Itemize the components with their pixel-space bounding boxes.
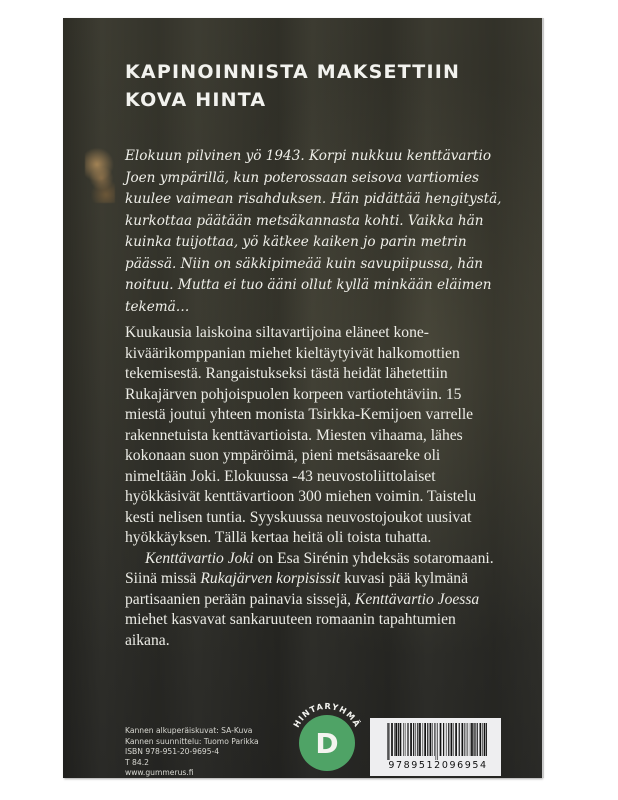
book-title-ref: Kenttävartio Joki — [145, 549, 254, 567]
intro-excerpt: Elokuun pilvinen yö 1943. Korpi nukkuu kenttävartio Joen ympärillä, kun poterossaan seisova vartiomies kuulee vaimean risahduksen. Hän pidättää hengitystä, kurkottaa päätään metsäkannasta kohti. Vaikka hän kuinka tuijottaa, yö kätkee kaiken jo parin metrin päässä. Niin on säkkipimeää kuin savupiipussa, hän noituu. Mutta ei tuo ääni ollut kyllä minkään eläimen tekemä… — [125, 148, 502, 315]
book-title-ref: Rukajärven korpisissit — [200, 570, 341, 587]
classification-code: T 84.2 — [125, 757, 149, 767]
isbn-text: ISBN 978-951-20-9695-4 — [125, 747, 220, 757]
book-back-cover — [63, 18, 542, 778]
headline-line-1: KAPINOINNISTA MAKSETTIIN — [125, 61, 461, 83]
blurb-body — [125, 323, 497, 651]
publisher-website: www.gummerus.fi — [125, 768, 194, 778]
publication-credits — [125, 726, 295, 779]
barcode-icon — [387, 723, 487, 760]
book-title-ref: Kenttävartio Joessa — [354, 590, 480, 608]
blurb-paragraph-1: Kuukausia laiskoina siltavartijoina eläneet konekiväärikomppanian miehet kieltäytyivät halkomottien tekemisestä. Rangaistukseksi tästä heidät lähetettiin Rukajärven pohjoispuolen korpeen vartiotehtäviin. 15 miestä joutui yhteen monista Tsirkka-Kemijoen varrelle rakennetuista kenttävartioista. Miesten vihaama, lähes kokonaan suon ympäröimä, pieni metsäsaareke oli nimeltään Joki. Elokuussa -43 neuvostoliittolaiset hyökkäsivät kenttävartioon 300 miehen voimin. Taistelu kesti nelisen tuntia. Syyskuussa neuvostojoukot uusivat hyökkäyksen. Tällä kertaa heitä oli toista tuhatta. — [125, 324, 477, 546]
blurb-paragraph-2 — [125, 549, 497, 652]
cover-headline — [125, 58, 525, 114]
headline-line-2: KOVA HINTA — [125, 89, 267, 111]
price-group-letter: D — [315, 726, 339, 760]
cover-design-credit: Kannen suunnittelu: Tuomo Parikka — [125, 736, 259, 746]
blurb-text: on Esa Sirénin yhdeksäs sotaromaani. Siinä missä — [125, 549, 494, 587]
blurb-text: miehet kasvavat sankaruuteen romaanin tapahtumien aikana. — [125, 611, 456, 649]
cover-edge — [542, 18, 544, 778]
svg-text:HINTARYHMÄ: HINTARYHMÄ — [291, 700, 363, 730]
blurb-text: kuvasi pää kylmänä partisaanien perään painavia sissejä, — [125, 570, 469, 608]
price-group-circle — [299, 715, 355, 771]
cover-stain — [85, 148, 115, 203]
barcode-number: 9789512096954 — [388, 760, 488, 771]
cover-photos-credit: Kannen alkuperäiskuvat: SA-Kuva — [125, 726, 253, 735]
isbn-barcode — [370, 718, 501, 776]
price-group-badge — [289, 688, 365, 778]
